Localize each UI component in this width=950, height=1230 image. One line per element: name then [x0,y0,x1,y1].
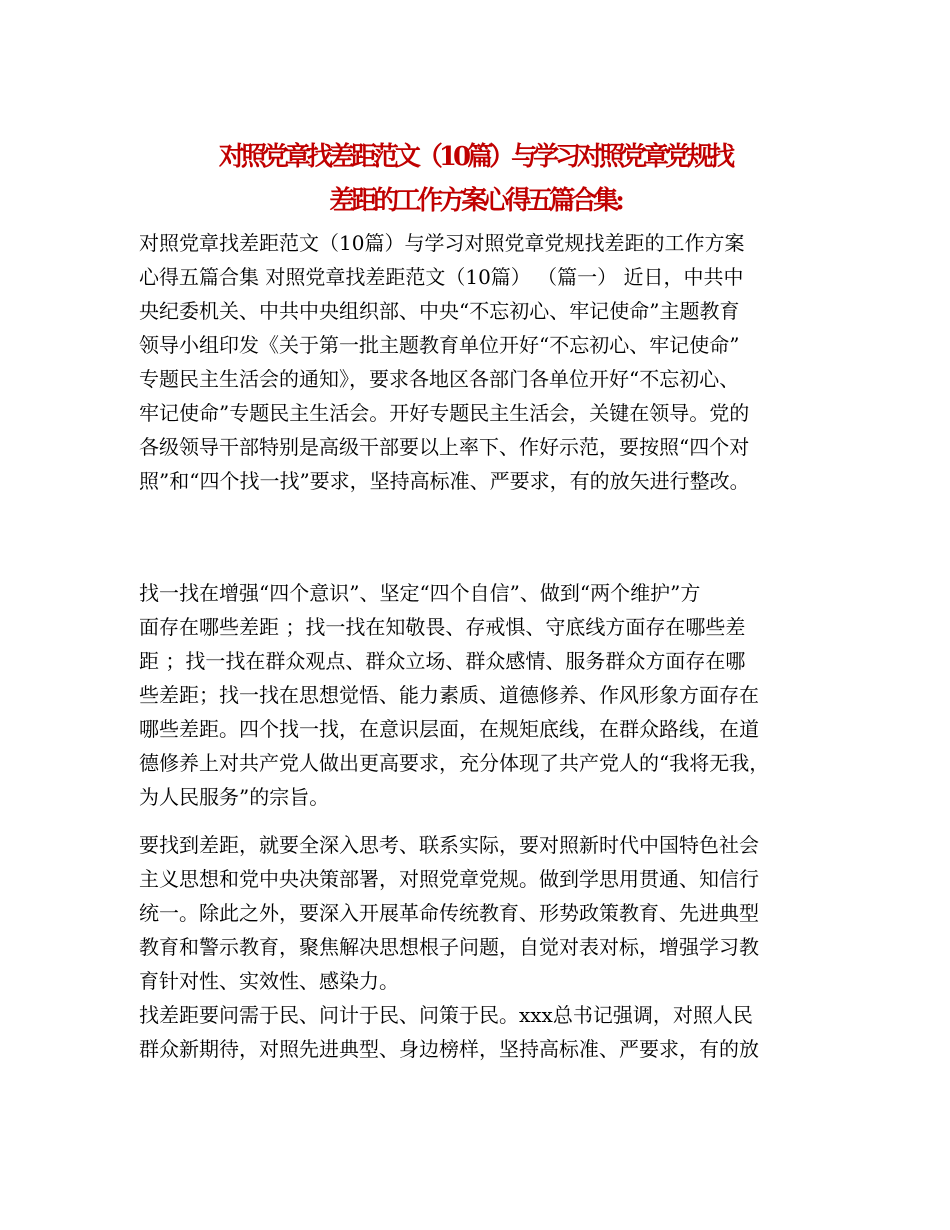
paragraph-line: 各级领导干部特别是高级干部要以上率下、作好示范，要按照“四个对 [139,435,750,459]
document-title-line-2: 差距的工作方案心得五篇合集: [329,186,621,216]
paragraph-line: 牢记使命”专题民主生活会。开好专题民主生活会，关键在领导。党的 [139,401,750,425]
paragraph-line: 找差距要问需于民、问计于民、问策于民。xxx总书记强调，对照人民 [139,1003,753,1027]
paragraph-line: 面存在哪些差距 ；找一找在知敬畏、存戒惧、守底线方面存在哪些差 [139,615,746,639]
paragraph-line: 对照党章找差距范文（10篇）与学习对照党章党规找差距的工作方案 [139,231,745,255]
paragraph-line: 哪些差距。四个找一找，在意识层面，在规矩底线，在群众路线，在道 [139,717,759,741]
paragraph-line: 主义思想和党中央决策部署，对照党章党规。做到学思用贯通、知信行 [139,867,759,891]
paragraph-line: 央纪委机关、中共中央组织部、中央“不忘初心、牢记使命”主题教育 [139,299,740,323]
paragraph-line: 群众新期待，对照先进典型、身边榜样，坚持高标准、严要求，有的放 [139,1037,759,1061]
paragraph-line: 育针对性、实效性、感染力。 [139,969,399,993]
paragraph-line: 找一找在增强“四个意识”、坚定“四个自信”、做到“两个维护”方 [139,581,701,605]
paragraph-line: 照”和“四个找一找”要求，坚持高标准、严要求，有的放矢进行整改。 [139,469,750,493]
document-title-line-1: 对照党章找差距范文（10篇）与学习对照党章党规找 [218,142,732,172]
paragraph-line: 领导小组印发《关于第一批主题教育单位开好“不忘初心、牢记使命” [139,333,740,357]
paragraph-line: 为人民服务”的宗旨。 [139,785,330,809]
paragraph-line: 些差距；找一找在思想觉悟、能力素质、道德修养、作风形象方面存在 [139,683,759,707]
paragraph-line: 专题民主生活会的通知》，要求各地区各部门各单位开好“不忘初心、 [139,367,740,391]
paragraph-line: 心得五篇合集 对照党章找差距范文（10篇） （篇一） 近日，中共中 [139,265,744,289]
paragraph-line: 距 ；找一找在群众观点、群众立场、群众感情、服务群众方面存在哪 [139,649,746,673]
paragraph-line: 统一。除此之外，要深入开展革命传统教育、形势政策教育、先进典型 [139,901,759,925]
paragraph-line: 教育和警示教育，聚焦解决思想根子问题，自觉对表对标，增强学习教 [139,935,759,959]
paragraph-line: 要找到差距，就要全深入思考、联系实际，要对照新时代中国特色社会 [139,833,759,857]
paragraph-line: 德修养上对共产党人做出更高要求，充分体现了共产党人的“我将无我， [139,751,770,775]
